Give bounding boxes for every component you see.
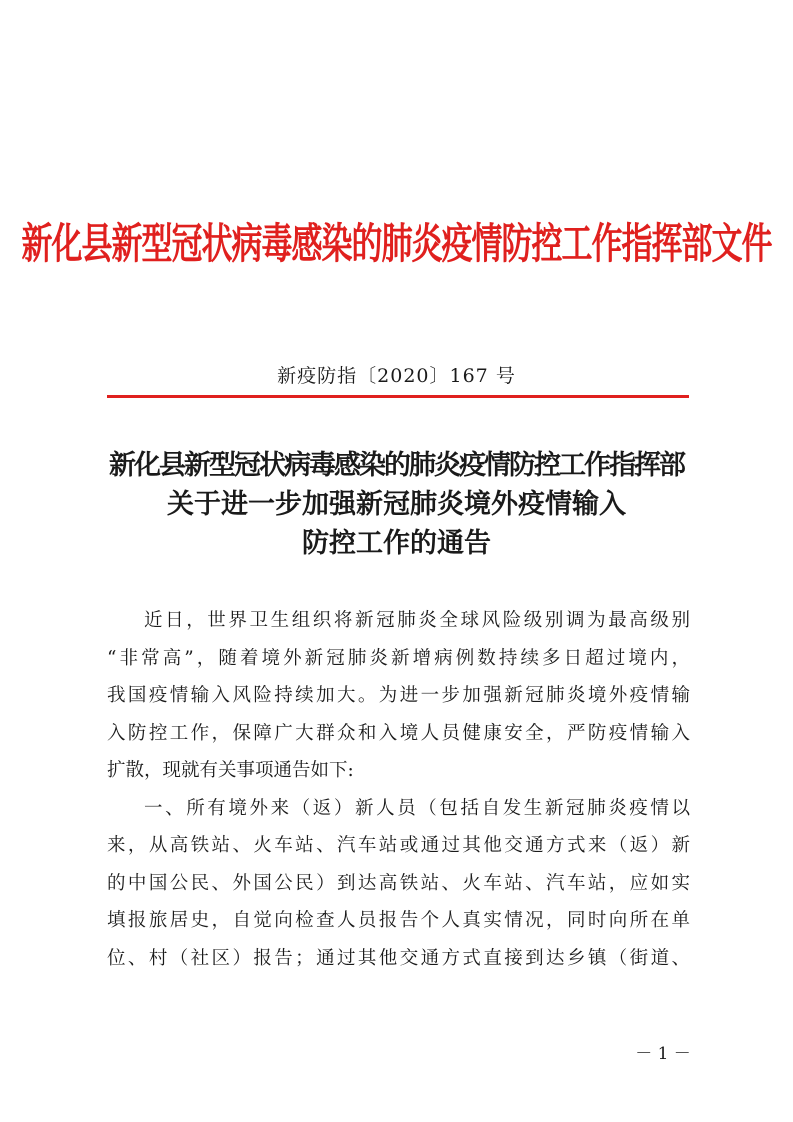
red-separator-line <box>107 395 689 398</box>
document-number: 新疫防指〔2020〕167 号 <box>277 365 516 387</box>
body-line: 近日，世界卫生组织将新冠肺炎全球风险级别调为最高级别 <box>144 610 690 631</box>
body-line: 的中国公民、外国公民）到达高铁站、火车站、汽车站，应如实 <box>107 872 690 894</box>
body-line: 我国疫情输入风险持续加大。为进一步加强新冠肺炎境外疫情输 <box>107 685 690 706</box>
notice-title-line-2: 关于进一步加强新冠肺炎境外疫情输入 <box>167 489 626 520</box>
page-number: － 1 － <box>635 1044 691 1064</box>
body-line: 位、村（社区）报告；通过其他交通方式直接到达乡镇（街道、 <box>107 947 690 969</box>
notice-body <box>107 602 690 977</box>
body-line: “非常高”，随着境外新冠肺炎新增病例数持续多日超过境内， <box>107 647 690 669</box>
body-line: 来，从高铁站、火车站、汽车站或通过其他交通方式来（返）新 <box>107 835 690 856</box>
body-line: 一、所有境外来（返）新人员（包括自发生新冠肺炎疫情以 <box>144 797 690 819</box>
body-line: 扩散，现就有关事项通告如下: <box>107 760 354 781</box>
notice-title <box>0 446 793 563</box>
notice-title-line-1: 新化县新型冠状病毒感染的肺炎疫情防控工作指挥部 <box>109 450 684 481</box>
body-line: 填报旅居史，自觉向检查人员报告个人真实情况，同时向所在单 <box>107 910 690 931</box>
notice-title-line-3: 防控工作的通告 <box>302 528 491 559</box>
issuing-authority-header: 新化县新型冠状病毒感染的肺炎疫情防控工作指挥部文件 <box>21 220 772 269</box>
body-line: 入防控工作，保障广大群众和入境人员健康安全，严防疫情输入 <box>107 722 690 744</box>
